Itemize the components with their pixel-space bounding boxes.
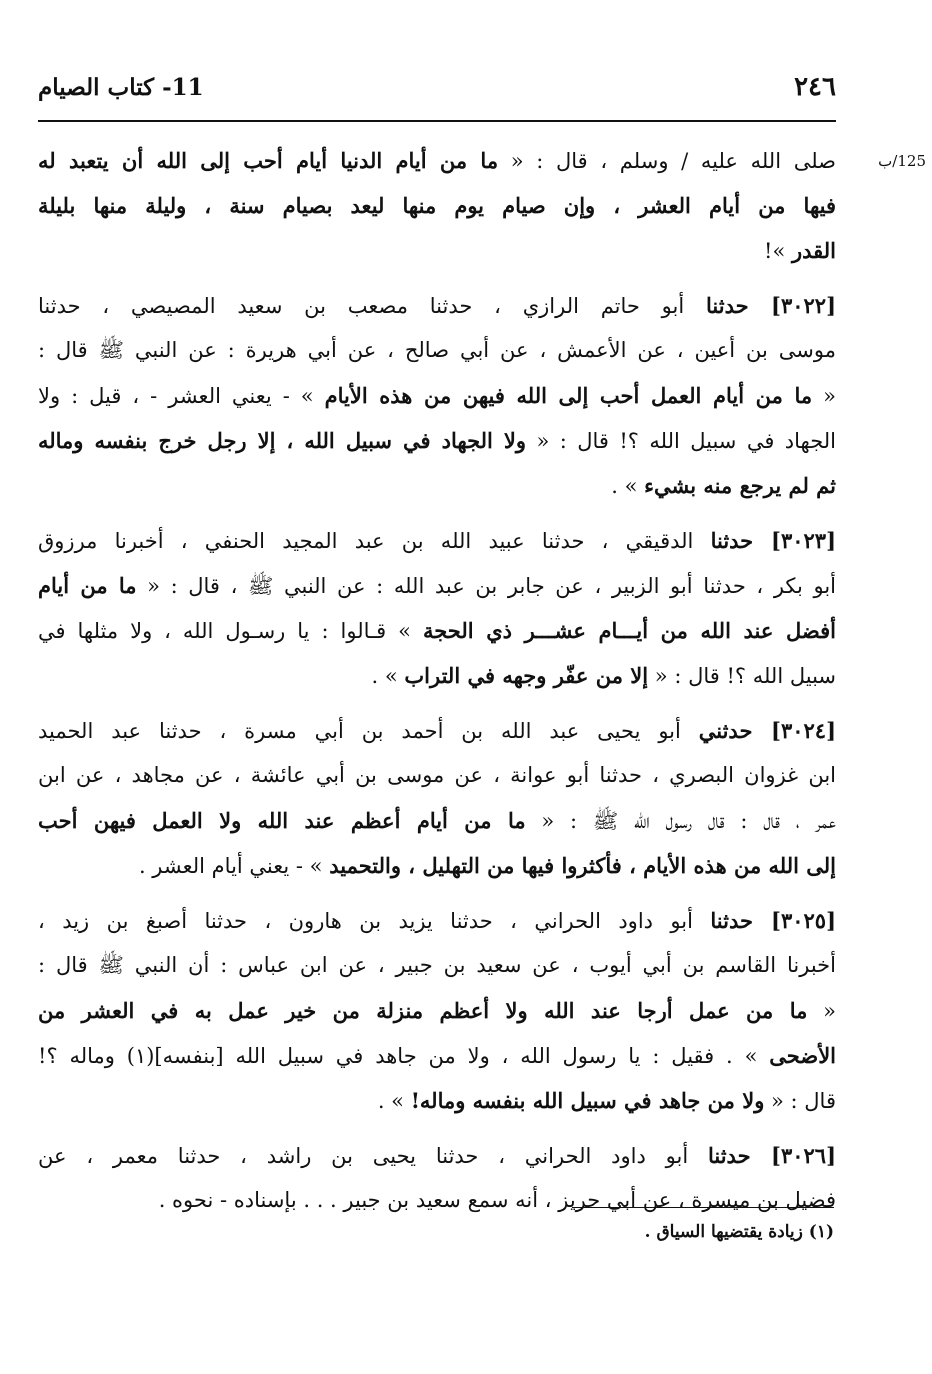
text-line (38, 373, 836, 418)
bold-text-segment: ما من عمل أرجا عند الله ولا أعظم منزلة من خير عمل به في العشر من (38, 998, 808, 1023)
bold-text-segment: الأضحى (769, 1043, 836, 1068)
text-line (38, 1133, 836, 1178)
text-segment: « (807, 999, 836, 1023)
text-segment: »! (764, 239, 792, 263)
text-segment: أخبرنا القاسم بن أبي أيوب ، عن سعيد بن جبير ، عن ابن عباس : أن النبي ﷺ قال : (38, 953, 836, 977)
bold-text-segment: [٣٠٢٦] (750, 1143, 836, 1168)
text-segment: » . (377, 1089, 411, 1113)
text-segment: ابن غزوان البصري ، حدثنا أبو عوانة ، عن موسى بن أبي عائشة ، عن مجاهد ، عن ابن (38, 763, 836, 787)
bold-text-segment: حدثنا (710, 528, 754, 553)
text-line (38, 708, 836, 753)
bold-text-segment: القدر (791, 238, 836, 263)
text-segment: عمر ، قال : قال رسول الله ﷺ : « (525, 809, 836, 833)
text-segment: سبيل الله ؟! قال : « (648, 664, 836, 688)
header-rule (38, 120, 836, 122)
bold-text-segment: ولا من جاهد في سبيل الله بنفسه وماله! (410, 1088, 765, 1113)
paragraph-gap (38, 888, 836, 898)
footnote: (١) زيادة يقتضيها السياق . (644, 1222, 834, 1242)
text-segment: » . فقيل : يا رسول الله ، ولا من جاهد في سبيل الله [بنفسه](١) وماله ؟! (38, 1044, 770, 1068)
bold-text-segment: ما من أيام الدنيا أيام أحب إلى الله أن يتعبد له (38, 148, 499, 173)
bold-text-segment: [٣٠٢٤] (752, 718, 836, 743)
text-line (38, 228, 836, 273)
text-line (38, 653, 836, 698)
text-line (38, 418, 836, 463)
text-segment: أبو حاتم الرازي ، حدثنا مصعب بن سعيد المصيصي ، حدثنا (38, 294, 706, 318)
text-line (38, 943, 836, 988)
text-line (38, 1178, 836, 1223)
text-segment: قال : « (764, 1089, 836, 1113)
text-segment: أبو بكر ، حدثنا أبو الزبير ، عن جابر بن عبد الله : عن النبي ﷺ ، قال : « (136, 574, 836, 598)
bold-text-segment: إلى الله من هذه الأيام ، فأكثروا فيها من التهليل ، والتحميد (329, 853, 836, 878)
text-line (38, 518, 836, 563)
bold-text-segment: ثم لم يرجع منه بشيء (644, 473, 836, 498)
text-segment: أبو يحيى عبد الله بن أحمد بن أبي مسرة ، حدثنا عبد الحميد (38, 719, 699, 743)
text-line (38, 843, 836, 888)
text-segment: » - يعني العشر - ، قيل : ولا (38, 384, 325, 408)
running-title: 11- كتاب الصيام (38, 74, 204, 101)
text-line (38, 283, 836, 328)
text-segment: » . (371, 664, 405, 688)
text-line (38, 463, 836, 508)
bold-text-segment: حدثنا (705, 293, 749, 318)
bold-text-segment: إلا من عفّر وجهه في التراب (404, 663, 649, 688)
text-line (38, 138, 836, 183)
paragraph-gap (38, 273, 836, 283)
bold-text-segment: ما من أيام (38, 573, 137, 598)
text-line (38, 183, 836, 228)
text-segment: فضيل بن ميسرة ، عن أبي حريز ، أنه سمع سعيد بن جبير . . . بإسناده - نحوه . (158, 1188, 836, 1212)
text-segment: » قـالوا : يا رسـول الله ، ولا مثلها في (38, 619, 423, 643)
text-segment: » - يعني أيام العشر . (138, 854, 330, 878)
bold-text-segment: [٣٠٢٣] (753, 528, 837, 553)
text-segment: « (812, 384, 836, 408)
text-line (38, 753, 836, 798)
paragraph-gap (38, 508, 836, 518)
bold-text-segment: ما من أيام أعظم عند الله ولا العمل فيهن أحب (38, 808, 526, 833)
footnote-rule (572, 1207, 834, 1208)
bold-text-segment: فيها من أيام العشر ، وإن صيام يوم منها ليعد بصيام سنة ، وليلة منها بليلة (38, 193, 836, 218)
page-number: ٢٤٦ (794, 72, 836, 102)
text-line (38, 1033, 836, 1078)
bold-text-segment: ما من أيام العمل أحب إلى الله فيهن من هذه الأيام (324, 383, 813, 408)
text-line (38, 608, 836, 653)
bold-text-segment: [٣٠٢٢] (748, 293, 836, 318)
text-segment: الجهاد في سبيل الله ؟! قال : « (526, 429, 836, 453)
bold-text-segment: أفضل عند الله من أيـــام عشـــر ذي الحجة (422, 618, 836, 643)
bold-text-segment: حدثني (698, 718, 753, 743)
paragraph-gap (38, 698, 836, 708)
text-segment: » . (611, 474, 645, 498)
bold-text-segment: حدثنا (710, 908, 753, 933)
text-segment: الدقيقي ، حدثنا عبيد الله بن عبد المجيد الحنفي ، أخبرنا مرزوق (38, 529, 711, 553)
text-body (38, 138, 836, 1223)
text-line (38, 898, 836, 943)
bold-text-segment: [٣٠٢٥] (752, 908, 836, 933)
text-line (38, 988, 836, 1033)
text-line (38, 328, 836, 373)
text-segment: موسى بن أعين ، عن الأعمش ، عن أبي صالح ، عن أبي هريرة : عن النبي ﷺ قال : (38, 338, 836, 362)
bold-text-segment: ولا الجهاد في سبيل الله ، إلا رجل خرج بنفسه وماله (38, 428, 527, 453)
text-line (38, 798, 836, 843)
manuscript-folio-note: 125/ب (878, 152, 926, 170)
text-line (38, 1078, 836, 1123)
bold-text-segment: حدثنا (707, 1143, 751, 1168)
text-segment: أبو داود الحراني ، حدثنا يحيى بن راشد ، حدثنا معمر ، عن (38, 1144, 708, 1168)
text-segment: صلى الله عليه / وسلم ، قال : « (498, 149, 836, 173)
text-line (38, 563, 836, 608)
page-header (38, 72, 836, 116)
text-segment: أبو داود الحراني ، حدثنا يزيد بن هارون ، حدثنا أصبغ بن زيد ، (38, 909, 711, 933)
paragraph-gap (38, 1123, 836, 1133)
